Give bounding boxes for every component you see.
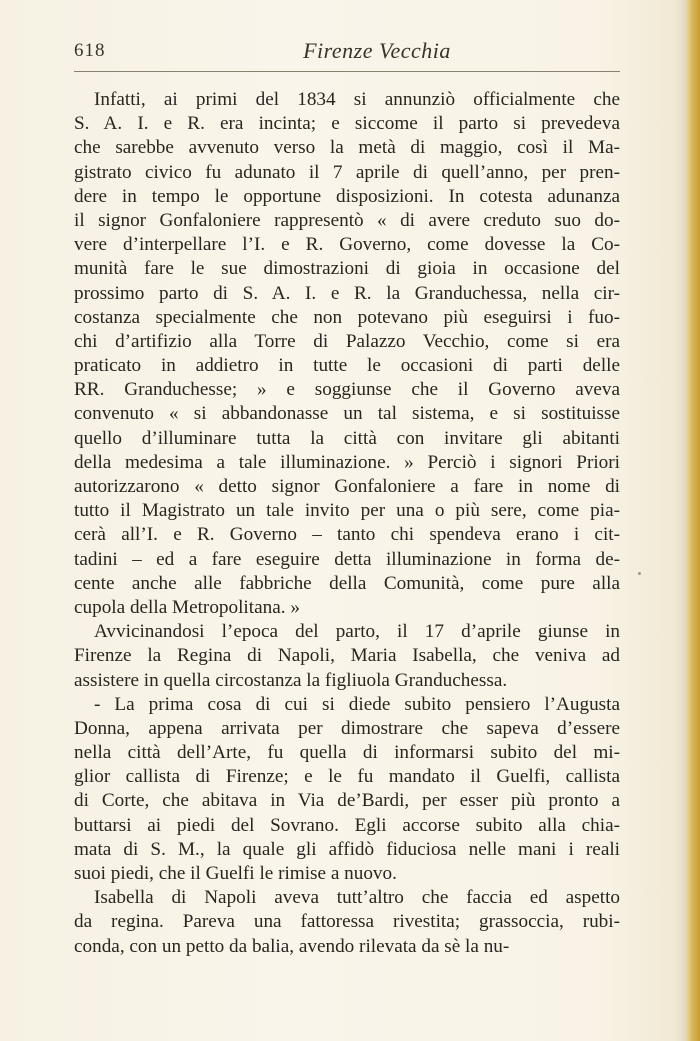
text-line: - La prima cosa di cui si diede subito pensiero l’Augusta xyxy=(94,693,620,715)
text-line: costanza specialmente che non potevano più eseguirsi i fuo- xyxy=(74,306,620,328)
text-line: cente anche alle fabbriche della Comunità, come pure alla xyxy=(74,572,620,594)
header-rule xyxy=(74,71,620,72)
paragraph xyxy=(74,693,620,887)
text-line: cerà all’I. e R. Governo – tanto chi spendeva erano i cit- xyxy=(74,524,620,546)
text-line: tadini – ed a fare eseguire detta illuminazione in forma de- xyxy=(74,548,620,570)
text-line: autorizzarono « detto signor Gonfaloniere a fare in nome di xyxy=(74,476,620,497)
text-line: suoi piedi, che il Guelfi le rimise a nuovo. xyxy=(74,863,397,884)
text-line: Infatti, ai primi del 1834 si annunziò officialmente che xyxy=(94,89,620,110)
text-line: nella città dell’Arte, fu quella di informarsi subito del mi- xyxy=(74,742,620,764)
paragraph xyxy=(74,88,620,620)
text-line: che sarebbe avvenuto verso la metà di maggio, così il Ma- xyxy=(74,137,620,159)
text-line: dere in tempo le opportune disposizioni. In cotesta adunanza xyxy=(74,185,620,207)
text-line: di Corte, che abitava in Via de’Bardi, per esser più pronto a xyxy=(74,790,620,812)
text-line: della medesima a tale illuminazione. » Perciò i signori Priori xyxy=(74,451,620,473)
text-line: conda, con un petto da balia, avendo rilevata da sè la nu- xyxy=(74,935,510,957)
text-line: prossimo parto di S. A. I. e R. la Granduchessa, nella cir- xyxy=(74,282,620,304)
page-header xyxy=(74,38,620,72)
page-number: 618 xyxy=(74,40,106,61)
text-line: tutto il Magistrato un tale invito per una o più sere, come pia- xyxy=(74,500,620,522)
text-line: praticato in addietro in tutte le occasioni di parti delle xyxy=(74,355,620,377)
text-line: cupola della Metropolitana. » xyxy=(74,596,300,618)
text-line: RR. Granduchesse; » e soggiunse che il Governo aveva xyxy=(74,379,620,401)
paragraph xyxy=(74,886,620,959)
text-line: il signor Gonfaloniere rappresentò « di avere creduto suo do- xyxy=(74,209,620,231)
text-line: da regina. Pareva una fattoressa rivestita; grassoccia, rubi- xyxy=(74,911,620,933)
body-text xyxy=(74,88,620,959)
paper-speck xyxy=(638,572,641,575)
text-line: quello d’illuminare tutta la città con invitare gli abitanti xyxy=(74,427,620,449)
text-line: chi d’artifizio alla Torre di Palazzo Vecchio, come si era xyxy=(74,330,620,352)
text-line: assistere in quella circostanza la figliuola Granduchessa. xyxy=(74,669,508,691)
text-line: gistrato civico fu adunato il 7 aprile di quell’anno, per pren- xyxy=(74,161,620,183)
text-line: glior callista di Firenze; e le fu mandato il Guelfi, callista xyxy=(74,766,620,788)
text-line: Firenze la Regina di Napoli, Maria Isabella, che veniva ad xyxy=(74,645,620,667)
text-line: buttarsi ai piedi del Sovrano. Egli accorse subito alla chia- xyxy=(74,814,620,836)
text-line: S. A. I. e R. era incinta; e siccome il parto si prevedeva xyxy=(74,113,620,135)
page-edge-shadow xyxy=(676,0,686,1041)
running-title: Firenze Vecchia xyxy=(303,38,451,63)
text-line: vere d’interpellare l’I. e R. Governo, come dovesse la Co- xyxy=(74,234,620,256)
text-line: Donna, appena arrivata per dimostrare che sapeva d’essere xyxy=(74,717,620,739)
text-line: Avvicinandosi l’epoca del parto, il 17 d’aprile giunse in xyxy=(94,621,620,643)
text-line: munità fare le sue dimostrazioni di gioia in occasione del xyxy=(74,258,620,280)
text-line: Isabella di Napoli aveva tutt’altro che faccia ed aspetto xyxy=(94,887,620,909)
text-line: mata di S. M., la quale gli affidò fiduciosa nelle mani i reali xyxy=(74,838,620,860)
paragraph xyxy=(74,620,620,693)
page-gilt-edge xyxy=(686,0,700,1041)
text-line: convenuto « si abbandonasse un tal sistema, e si sostituisse xyxy=(74,403,620,425)
